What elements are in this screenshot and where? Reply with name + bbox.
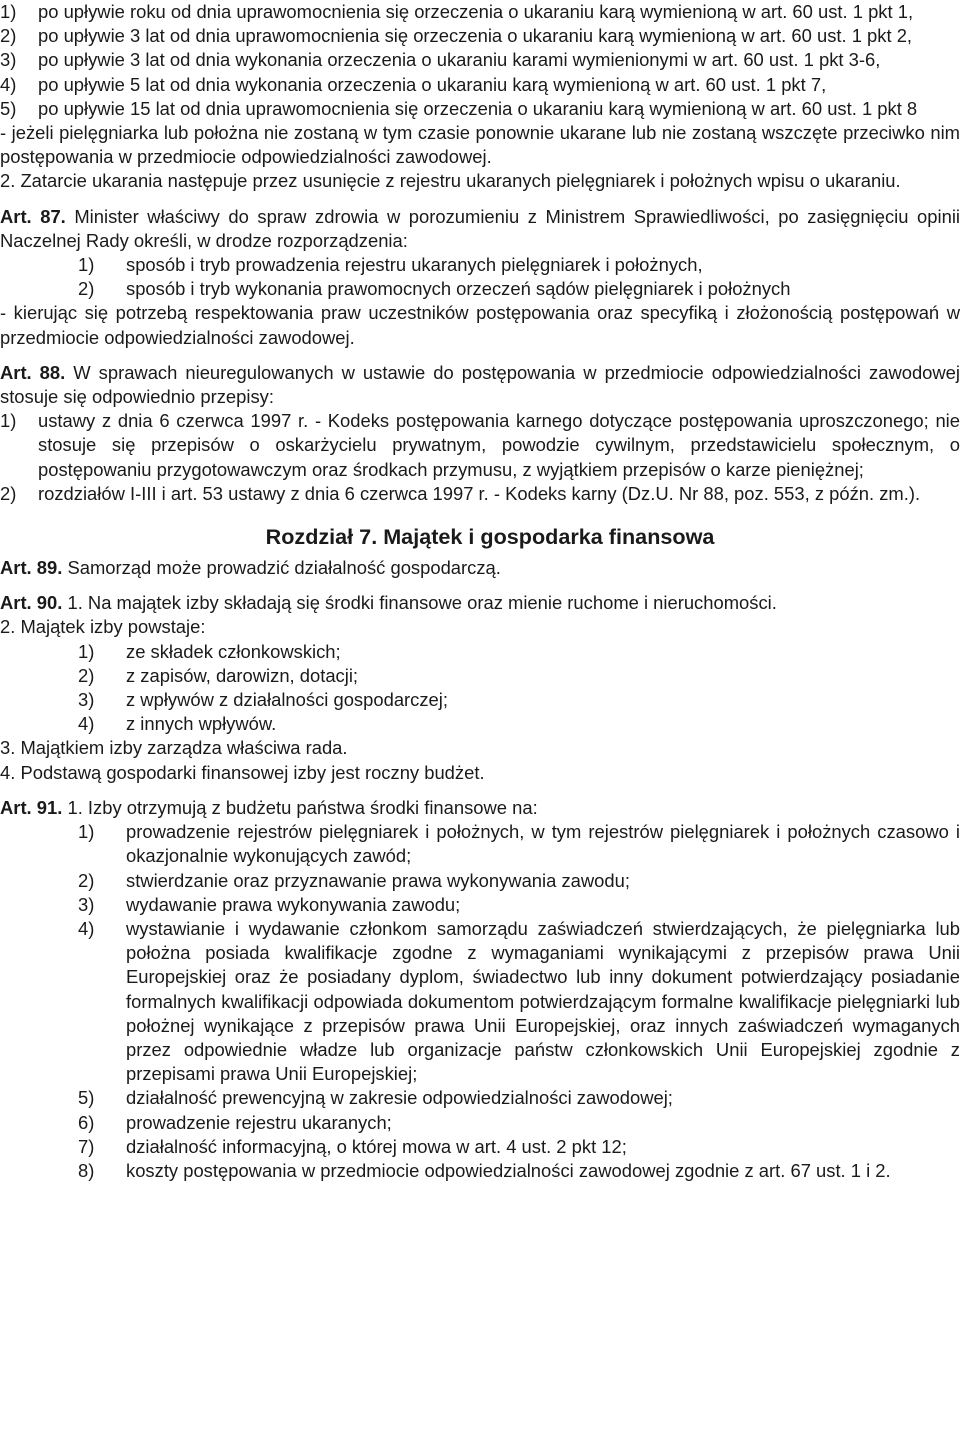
list-number: 2) — [78, 869, 95, 891]
list-item — [78, 917, 960, 1086]
list-number: 7) — [78, 1135, 95, 1157]
list-text: koszty postępowania w przedmiocie odpowiedzialności zawodowej zgodnie z art. 67 ust. 1 i 2. — [126, 1159, 891, 1181]
article-body — [0, 591, 960, 615]
article-89 — [0, 556, 960, 580]
article-label: Art. 90. — [0, 592, 63, 614]
article-text: W sprawach nieuregulowanych w ustawie do postępowania w przedmiocie odpowiedzialności zawodowej stosuje się odpowiednio przepisy: — [0, 361, 960, 408]
article-90 — [0, 591, 960, 785]
list-text: działalność informacyjną, o której mowa w art. 4 ust. 2 pkt 12; — [126, 1135, 627, 1157]
paragraph: - kierując się potrzebą respektowania praw uczestników postępowania oraz specyfiką i złożonością postępowań w przedmiocie odpowiedzialności zawodowej. — [0, 302, 960, 348]
list-number: 4) — [78, 917, 95, 939]
list-item — [0, 48, 960, 72]
list-number: 1) — [78, 254, 95, 276]
article-label: Art. 88. — [0, 361, 66, 383]
list-text: wystawianie i wydawanie członkom samorządu zaświadczeń stwierdzających, że pielęgniarka lub położna posiada kwalifikacje zgodne z wymaganiami wynikającymi z przepisów prawa Unii Europejskiej oraz że posiadany dyplom, świadectwo lub inny dokument potwierdzający posiadanie formalnych kwalifikacji odpowiada dokumentom potwierdzającym formalne kwalifikacje pielęgniarki lub położnej wynikające z przepisów prawa Unii Europejskiej, oraz innych zaświadczeń wymaganych przez odpowiednie władze lub organizacje państw członkowskich Unii Europejskiej zgodnie z przepisami prawa Unii Europejskiej; — [126, 917, 960, 1085]
list-text: stwierdzanie oraz przyznawanie prawa wykonywania zawodu; — [126, 869, 630, 891]
list-number: 1) — [78, 821, 95, 843]
list-text: prowadzenie rejestru ukaranych; — [126, 1111, 392, 1133]
article-body — [0, 361, 960, 409]
list-text: po upływie roku od dnia uprawomocnienia się orzeczenia o ukaraniu karą wymienioną w art. 60 ust. 1 pkt 1, — [38, 1, 914, 22]
list-text: ustawy z dnia 6 czerwca 1997 r. - Kodeks postępowania karnego dotyczące postępowania uproszczonego; nie stosuje się przepisów o oskarżycielu prywatnym, powodzie cywilnym, przedstawicielu społecznym, o postępowaniu przygotowawczym oraz środkach przymusu, z wyjątkiem przepisów o karze pieniężnej; — [38, 410, 960, 480]
list-item — [0, 0, 960, 24]
list-text: działalność prewencyjną w zakresie odpowiedzialności zawodowej; — [126, 1087, 673, 1109]
list-number: 2) — [78, 278, 95, 300]
article-body — [0, 556, 960, 580]
list-number: 5) — [78, 1087, 95, 1109]
list-number: 3) — [78, 893, 95, 915]
list-item — [78, 869, 960, 893]
list-number: 1) — [0, 1, 17, 22]
list-number: 3) — [78, 689, 95, 711]
list-item — [78, 1111, 960, 1135]
article-text: 1. Izby otrzymują z budżetu państwa środki finansowe na: — [62, 796, 538, 818]
list-item — [78, 893, 960, 917]
list-text: po upływie 3 lat od dnia wykonania orzeczenia o ukaraniu karami wymienionymi w art. 60 ust. 1 pkt 3-6, — [38, 49, 881, 71]
list-top — [0, 0, 960, 121]
paragraph: 2. Majątek izby powstaje: — [0, 616, 206, 638]
list-item — [0, 24, 960, 48]
list-item — [78, 1159, 960, 1183]
list-text: po upływie 3 lat od dnia uprawomocnienia się orzeczenia o ukaraniu karą wymienioną w art. 60 ust. 1 pkt 2, — [38, 25, 913, 47]
list-number: 4) — [0, 73, 17, 95]
paragraph: 2. Zatarcie ukarania następuje przez usunięcie z rejestru ukaranych pielęgniarek i położnych wpisu o ukaraniu. — [0, 170, 901, 192]
list-item — [78, 820, 960, 868]
article-87 — [0, 205, 960, 350]
list-number: 1) — [78, 640, 95, 662]
article-text: 1. Na majątek izby składają się środki finansowe oraz mienie ruchome i nieruchomości. — [62, 592, 777, 614]
list-text: z zapisów, darowizn, dotacji; — [126, 664, 359, 686]
paragraph: 3. Majątkiem izby zarządza właściwa rada. — [0, 737, 348, 759]
list-number: 2) — [0, 482, 17, 504]
list-text: wydawanie prawa wykonywania zawodu; — [126, 893, 461, 915]
article-body — [0, 205, 960, 253]
list-item — [78, 277, 960, 301]
list-item — [78, 640, 960, 664]
article-label: Art. 87. — [0, 205, 66, 227]
list-item — [78, 664, 960, 688]
list-item — [0, 409, 960, 482]
paragraph: 4. Podstawą gospodarki finansowej izby jest roczny budżet. — [0, 761, 485, 783]
list-number: 5) — [0, 97, 17, 119]
list-item — [78, 1135, 960, 1159]
list-number: 1) — [0, 410, 17, 432]
list-number: 3) — [0, 49, 17, 71]
article-body — [0, 796, 960, 820]
article-text: Samorząd może prowadzić działalność gospodarczą. — [62, 557, 501, 579]
list-text: z innych wpływów. — [126, 713, 277, 735]
list-number: 4) — [78, 713, 95, 735]
list-text: po upływie 15 lat od dnia uprawomocnienia się orzeczenia o ukaraniu karą wymienioną w art. 60 ust. 1 pkt 8 — [38, 97, 918, 119]
article-text: Minister właściwy do spraw zdrowia w porozumieniu z Ministrem Sprawiedliwości, po zasięgnięciu opinii Naczelnej Rady określi, w drodze rozporządzenia: — [0, 205, 960, 251]
list-item — [78, 688, 960, 712]
list-number: 2) — [78, 664, 95, 686]
list-text: z wpływów z działalności gospodarczej; — [126, 689, 448, 711]
article-label: Art. 91. — [0, 796, 63, 818]
list-number: 6) — [78, 1111, 95, 1133]
article-label: Art. 89. — [0, 557, 63, 579]
list-item — [78, 253, 960, 277]
list-text: rozdziałów I-III i art. 53 ustawy z dnia 6 czerwca 1997 r. - Kodeks karny (Dz.U. Nr 88, poz. 553, z późn. zm.). — [38, 482, 921, 504]
chapter-title: Rozdział 7. Majątek i gospodarka finansowa — [265, 524, 715, 550]
list-item — [0, 73, 960, 97]
list-text: prowadzenie rejestrów pielęgniarek i położnych, w tym rejestrów pielęgniarek i położnych czasowo i okazjonalnie wykonujących zawód; — [126, 821, 960, 867]
list-text: po upływie 5 lat od dnia wykonania orzeczenia o ukaraniu karą wymienioną w art. 60 ust. 1 pkt 7, — [38, 73, 827, 95]
list-item — [0, 482, 960, 506]
list-text: ze składek członkowskich; — [126, 640, 341, 662]
list-number: 8) — [78, 1159, 95, 1181]
list-item — [0, 97, 960, 121]
list-text: sposób i tryb prowadzenia rejestru ukaranych pielęgniarek i położnych, — [126, 254, 703, 276]
article-88 — [0, 361, 960, 506]
list-text: sposób i tryb wykonania prawomocnych orzeczeń sądów pielęgniarek i położnych — [126, 278, 791, 300]
list-item — [78, 1086, 960, 1110]
article-91 — [0, 796, 960, 1183]
list-number: 2) — [0, 25, 17, 47]
paragraph: - jeżeli pielęgniarka lub położna nie zostaną w tym czasie ponownie ukarane lub nie zostaną wszczęte przeciwko nim postępowania w przedmiocie odpowiedzialności zawodowej. — [0, 122, 960, 168]
list-item — [78, 712, 960, 736]
